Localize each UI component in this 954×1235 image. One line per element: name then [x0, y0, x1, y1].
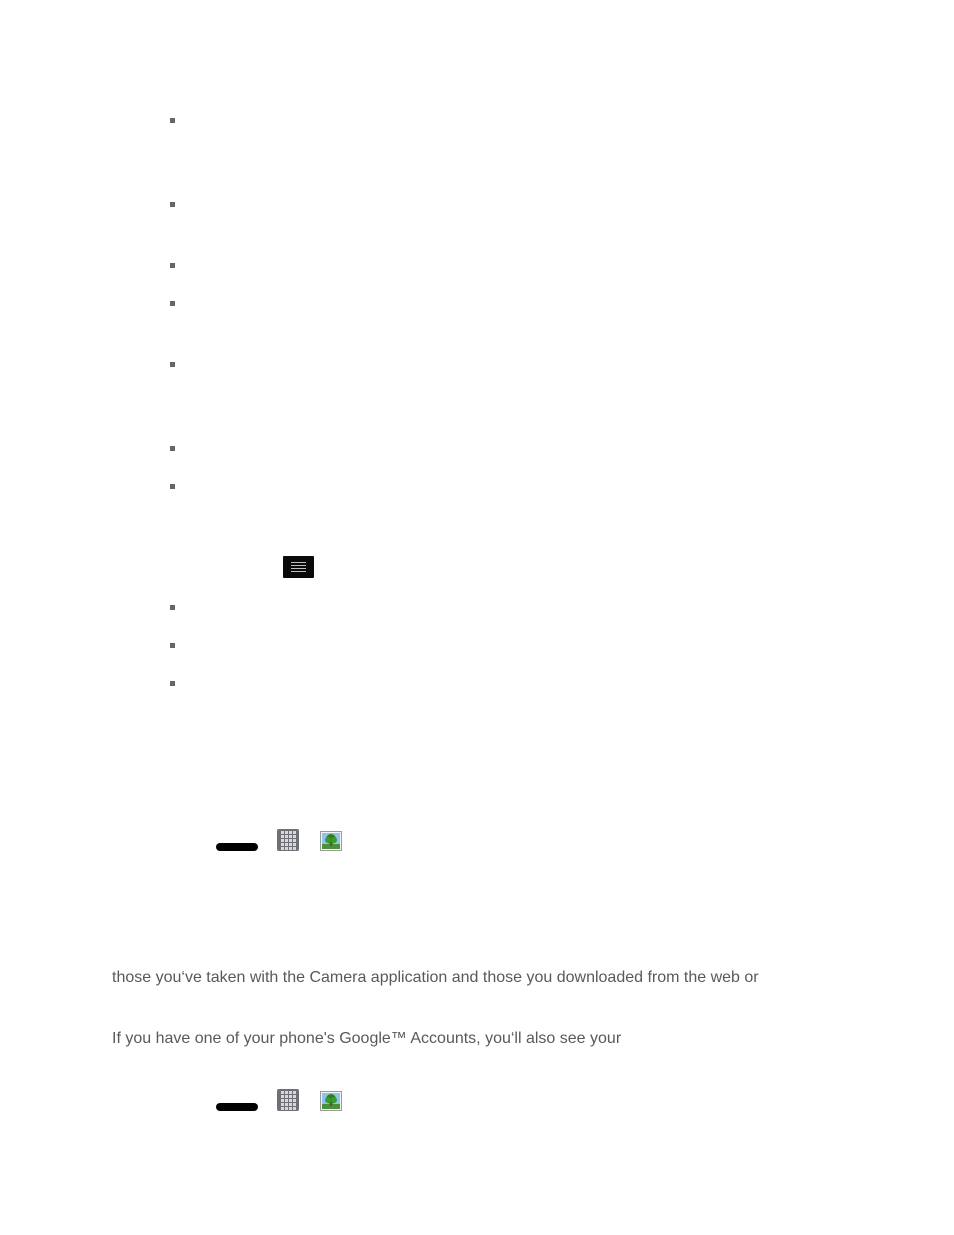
list-bullet [170, 681, 175, 686]
list-bullet [170, 643, 175, 648]
home-key-icon [216, 1103, 258, 1111]
apps-grid-icon [277, 829, 299, 851]
list-bullet [170, 118, 175, 123]
paragraph-line: If you have one of your phone's Google™ Accounts, you‘ll also see your [112, 1030, 622, 1047]
list-bullet [170, 202, 175, 207]
apps-grid-icon [277, 1089, 299, 1111]
menu-key-icon [283, 556, 314, 578]
home-key-icon [216, 843, 258, 851]
gallery-icon [320, 831, 342, 851]
gallery-icon [320, 1091, 342, 1111]
paragraph-line: those you‘ve taken with the Camera application and those you downloaded from the web or [112, 969, 759, 986]
list-bullet [170, 605, 175, 610]
list-bullet [170, 301, 175, 306]
list-bullet [170, 362, 175, 367]
list-bullet [170, 484, 175, 489]
list-bullet [170, 446, 175, 451]
list-bullet [170, 263, 175, 268]
